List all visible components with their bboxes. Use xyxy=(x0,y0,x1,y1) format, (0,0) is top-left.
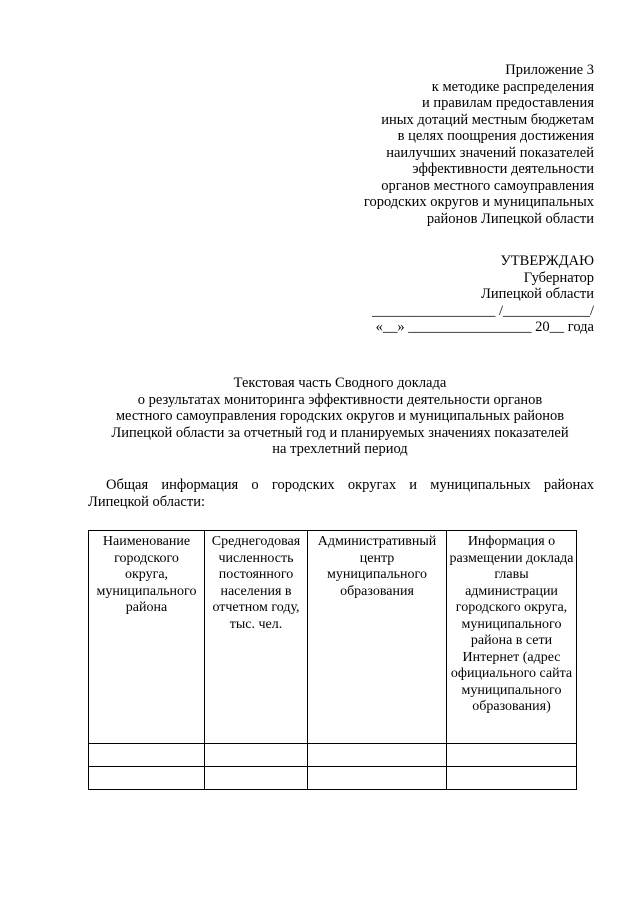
appendix-block xyxy=(274,62,594,227)
signature-line: _________________ /____________/ xyxy=(372,302,594,319)
appendix-line: к методике распределения xyxy=(431,78,594,95)
appendix-line: районов Липецкой области xyxy=(426,210,594,227)
title-line: Текстовая часть Сводного доклада xyxy=(233,375,447,391)
appendix-line: эффективности деятельности xyxy=(412,161,594,177)
title-line: Липецкой области за отчетный год и планируемых значениях показателей xyxy=(111,424,569,441)
appendix-line: в целях поощрения достижения xyxy=(397,128,594,144)
appendix-line: органов местного самоуправления xyxy=(381,177,594,194)
title-line: местного самоуправления городских округов и муниципальных районов xyxy=(115,408,565,424)
intro-line: Общая информация о городских округах и муниципальных районах xyxy=(106,477,594,493)
appendix-line: иных дотаций местным бюджетам xyxy=(381,111,594,128)
approval-position: Губернатор xyxy=(523,269,594,286)
table-row xyxy=(89,767,577,790)
approval-heading: УТВЕРЖДАЮ xyxy=(500,253,594,269)
header-cell-admin-center: Административный центр муниципального образования xyxy=(308,531,447,744)
table-cell xyxy=(205,744,308,767)
title-line: на трехлетний период xyxy=(272,441,408,457)
document-title xyxy=(60,375,620,458)
table-cell xyxy=(89,744,205,767)
table-cell xyxy=(308,744,447,767)
appendix-line: городских округов и муниципальных xyxy=(363,194,594,210)
date-line: «__» _________________ 20__ года xyxy=(375,319,594,335)
intro-line: Липецкой области: xyxy=(88,493,205,510)
table-cell xyxy=(89,767,205,790)
approval-block xyxy=(274,253,594,336)
appendix-line: Приложение 3 xyxy=(505,62,594,78)
header-cell-name: Наименование городского округа, муниципального района xyxy=(89,531,205,744)
header-cell-report-info: Информация о размещении доклада главы администрации городского округа, муниципального района в сети Интернет (адрес официального сайта муниципального образования) xyxy=(447,531,577,744)
appendix-line: и правилам предоставления xyxy=(421,95,594,111)
table-cell xyxy=(447,744,577,767)
table-cell xyxy=(308,767,447,790)
table-row xyxy=(89,744,577,767)
table-cell xyxy=(447,767,577,790)
approval-region: Липецкой области xyxy=(481,286,594,302)
intro-paragraph xyxy=(88,477,594,510)
appendix-line: наилучших значений показателей xyxy=(386,144,594,161)
title-line: о результатах мониторинга эффективности деятельности органов xyxy=(137,391,543,408)
info-table xyxy=(88,530,577,790)
table-header-row xyxy=(89,531,577,744)
header-cell-population: Среднегодовая численность постоянного населения в отчетном году, тыс. чел. xyxy=(205,531,308,744)
table-cell xyxy=(205,767,308,790)
